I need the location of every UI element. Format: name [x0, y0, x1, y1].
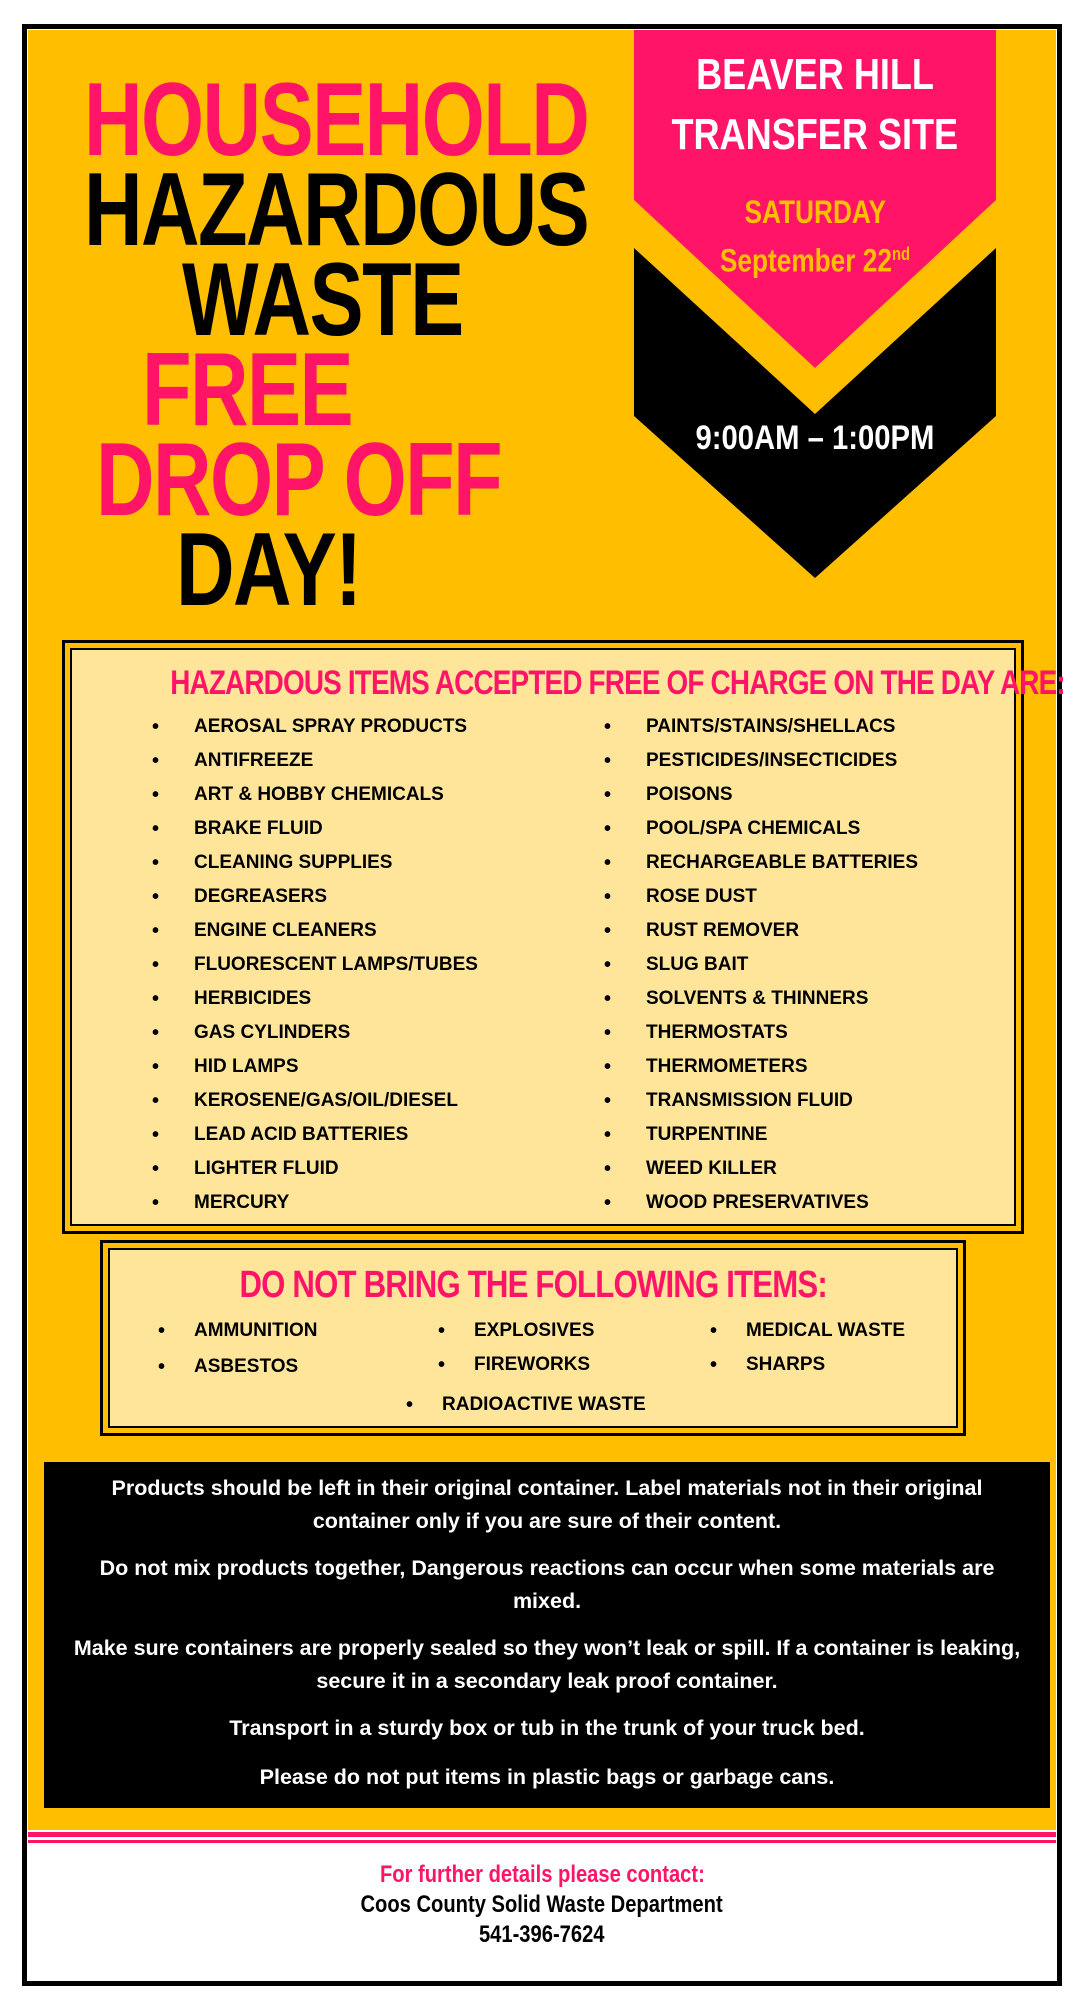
accepted-item: • HERBICIDES: [140, 982, 478, 1016]
prohibited-item: • AMMUNITION: [150, 1320, 317, 1342]
instruction-3: Make sure containers are properly sealed so they won’t leak or spill. If a container is leaking, secure it in a secondary leak proof container.: [73, 1636, 1021, 1693]
headline-day: DAY!: [176, 512, 361, 628]
contact-footer: [28, 1860, 1056, 1950]
accepted-item: • THERMOMETERS: [592, 1050, 918, 1084]
accepted-item: • THERMOSTATS: [592, 1016, 918, 1050]
accepted-item: • PAINTS/STAINS/SHELLACS: [592, 710, 918, 744]
divider-line-top: [28, 1832, 1056, 1837]
accepted-item: • ROSE DUST: [592, 880, 918, 914]
accepted-item: • AEROSAL SPRAY PRODUCTS: [140, 710, 478, 744]
accepted-item: • LEAD ACID BATTERIES: [140, 1118, 478, 1152]
banner-time: 9:00AM – 1:00PM: [695, 419, 935, 457]
divider-line-bottom: [28, 1840, 1056, 1843]
instruction-2: Do not mix products together, Dangerous reactions can occur when some materials are mixed.: [99, 1556, 995, 1613]
accepted-item: • ANTIFREEZE: [140, 744, 478, 778]
headline-waste: WASTE: [182, 242, 463, 358]
instruction-5: Please do not put items in plastic bags or garbage cans.: [259, 1765, 835, 1789]
instruction-1: Products should be left in their original container. Label materials not in their original container only if you are sure of their content.: [111, 1476, 983, 1533]
prohibited-item: • EXPLOSIVES: [430, 1320, 594, 1342]
contact-prompt: For further details please contact:: [379, 1861, 705, 1888]
accepted-item: • DEGREASERS: [140, 880, 478, 914]
prohibited-item: • MEDICAL WASTE: [702, 1320, 905, 1342]
banner-date: September 22nd: [719, 242, 911, 279]
contact-department: Coos County Solid Waste Department: [360, 1891, 724, 1918]
headline-household: HOUSEHOLD: [84, 62, 589, 178]
accepted-item: • KEROSENE/GAS/OIL/DIESEL: [140, 1084, 478, 1118]
banner-site-line2: TRANSFER SITE: [671, 110, 959, 159]
accepted-item: • RECHARGEABLE BATTERIES: [592, 846, 918, 880]
prohibited-item: • SHARPS: [702, 1354, 825, 1376]
accepted-item: • HID LAMPS: [140, 1050, 478, 1084]
accepted-item: • CLEANING SUPPLIES: [140, 846, 478, 880]
contact-phone: 541-396-7624: [479, 1921, 605, 1948]
headline-free: FREE: [142, 332, 353, 448]
accepted-item: • POOL/SPA CHEMICALS: [592, 812, 918, 846]
accepted-item: • LIGHTER FLUID: [140, 1152, 478, 1186]
headline-hazardous: HAZARDOUS: [84, 152, 589, 268]
accepted-left-list: [140, 710, 478, 1220]
accepted-items-box: [62, 640, 1065, 1234]
accepted-item: • FLUORESCENT LAMPS/TUBES: [140, 948, 478, 982]
accepted-item: • GAS CYLINDERS: [140, 1016, 478, 1050]
accepted-item: • BRAKE FLUID: [140, 812, 478, 846]
prohibited-item: • FIREWORKS: [430, 1354, 590, 1376]
accepted-item: • RUST REMOVER: [592, 914, 918, 948]
accepted-right-list: [592, 710, 918, 1220]
prohibited-item: • RADIOACTIVE WASTE: [398, 1394, 646, 1416]
banner-site-line1: BEAVER HILL: [696, 50, 934, 99]
prohibited-items-box: [100, 1240, 966, 1436]
accepted-item: • ART & HOBBY CHEMICALS: [140, 778, 478, 812]
instructions-panel: [44, 1462, 1050, 1808]
accepted-item: • TURPENTINE: [592, 1118, 918, 1152]
accepted-items-title: HAZARDOUS ITEMS ACCEPTED FREE OF CHARGE ON THE DAY ARE:: [170, 664, 1065, 702]
accepted-item: • WEED KILLER: [592, 1152, 918, 1186]
event-banner: [634, 30, 996, 578]
prohibited-items-title: DO NOT BRING THE FOLLOWING ITEMS:: [239, 1264, 827, 1306]
instruction-4: Transport in a sturdy box or tub in the trunk of your truck bed.: [229, 1716, 865, 1740]
headline-drop-off: DROP OFF: [96, 422, 502, 538]
accepted-item: • SOLVENTS & THINNERS: [592, 982, 918, 1016]
accepted-item: • SLUG BAIT: [592, 948, 918, 982]
accepted-item: • TRANSMISSION FLUID: [592, 1084, 918, 1118]
accepted-item: • PESTICIDES/INSECTICIDES: [592, 744, 918, 778]
accepted-item: • MERCURY: [140, 1186, 478, 1220]
banner-day: SATURDAY: [744, 194, 886, 230]
accepted-item: • WOOD PRESERVATIVES: [592, 1186, 918, 1220]
accepted-item: • POISONS: [592, 778, 918, 812]
accepted-item: • ENGINE CLEANERS: [140, 914, 478, 948]
prohibited-item: • ASBESTOS: [150, 1356, 298, 1378]
